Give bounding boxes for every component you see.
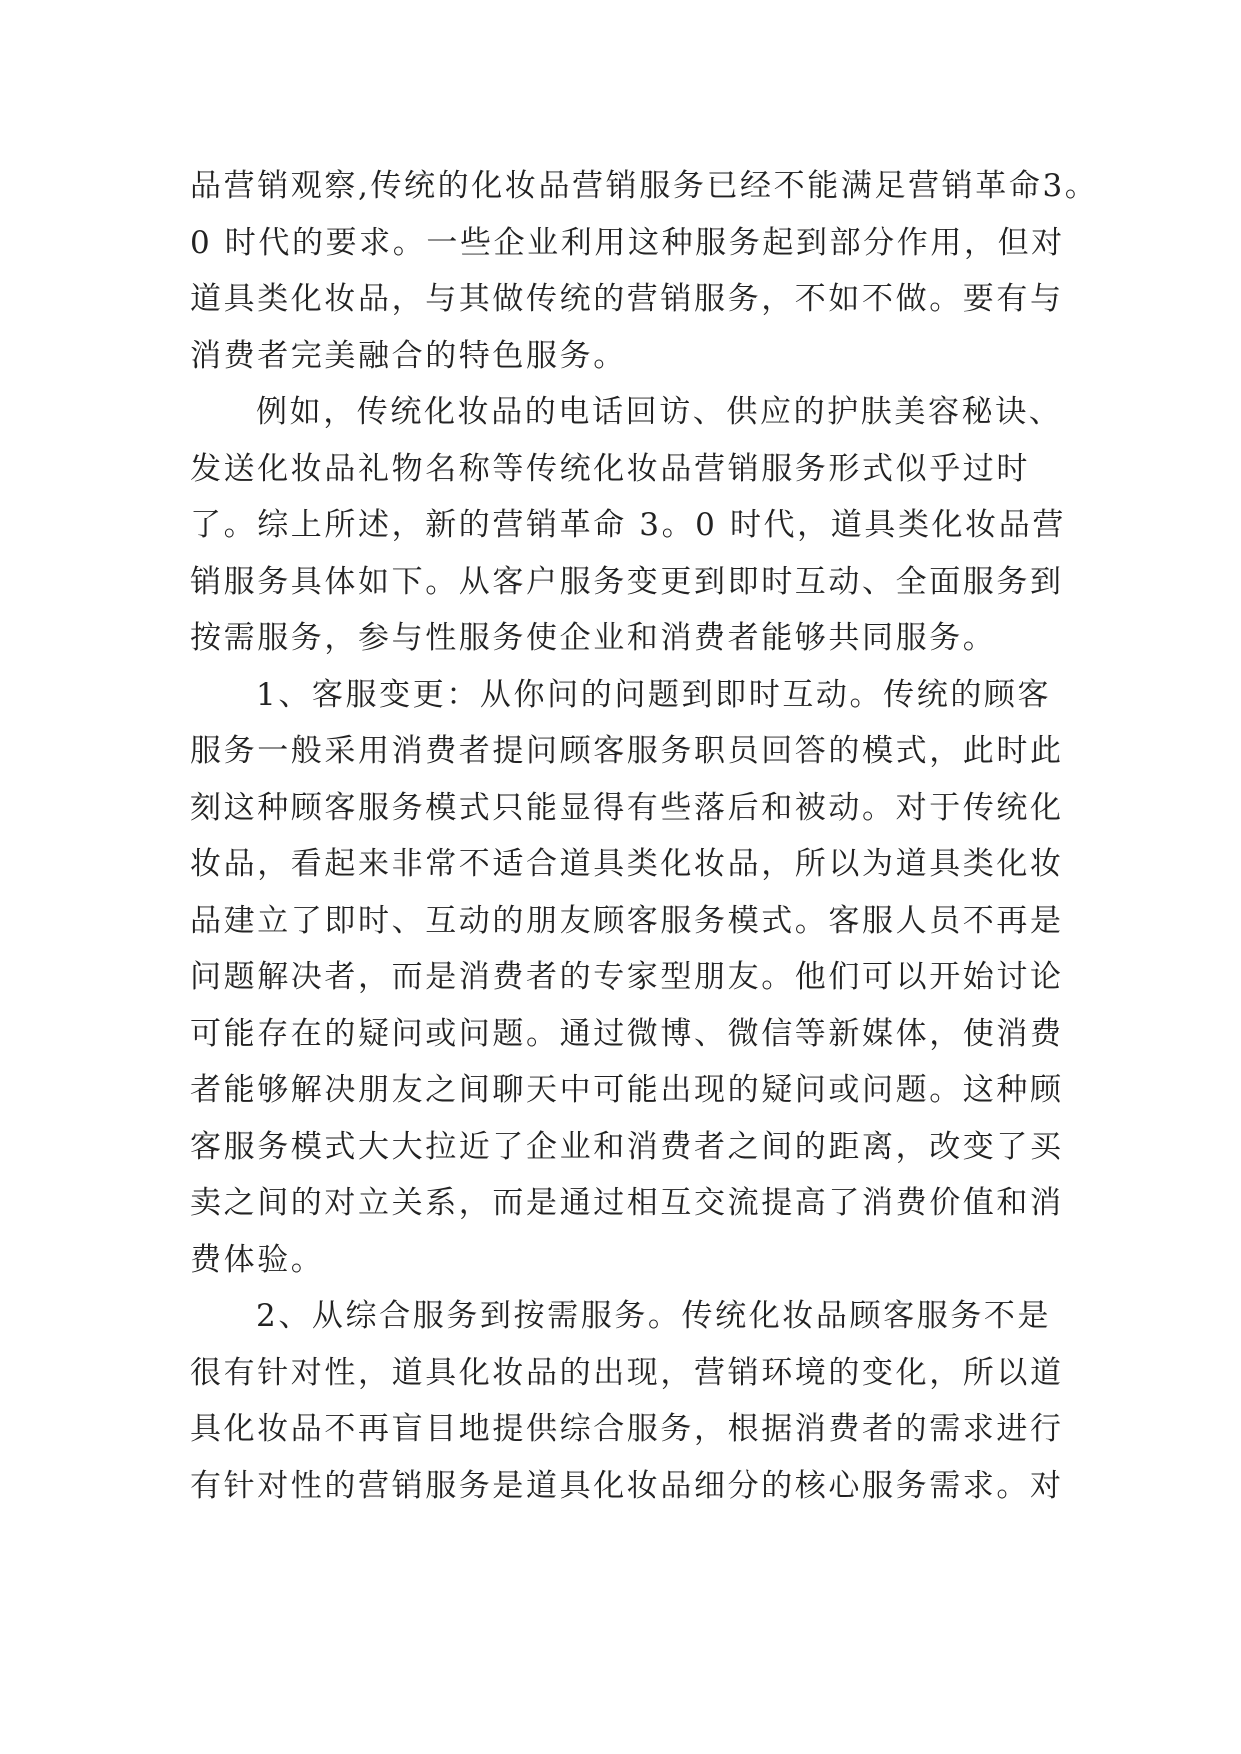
text-line: 品建立了即时、互动的朋友顾客服务模式。客服人员不再是: [190, 902, 1064, 939]
text-line: 品营销观察,传统的化妆品营销服务已经不能满足营销革命3。: [190, 168, 1099, 204]
text-line: 问题解决者，而是消费者的专家型朋友。他们可以开始讨论: [190, 959, 1064, 995]
text-line: 很有针对性，道具化妆品的出现，营销环境的变化，所以道: [190, 1354, 1064, 1391]
text-line: 有针对性的营销服务是道具化妆品细分的核心服务需求。对: [190, 1467, 1064, 1504]
text-line: 销服务具体如下。从客户服务变更到即时互动、全面服务到: [190, 563, 1064, 600]
text-line: 费体验。: [190, 1241, 325, 1278]
text-line: 者能够解决朋友之间聊天中可能出现的疑问或问题。这种顾: [190, 1072, 1064, 1108]
text-line: 消费者完美融合的特色服务。: [190, 337, 627, 374]
text-line: 发送化妆品礼物名称等传统化妆品营销服务形式似乎过时: [190, 450, 1030, 487]
text-line: 客服务模式大大拉近了企业和消费者之间的距离，改变了买: [190, 1128, 1064, 1165]
paragraph-start-line: 2、从综合服务到按需服务。传统化妆品顾客服务不是: [256, 1298, 1052, 1334]
text-line: 道具类化妆品，与其做传统的营销服务，不如不做。要有与: [190, 281, 1064, 317]
text-line: 可能存在的疑问或问题。通过微博、微信等新媒体，使消费: [190, 1015, 1064, 1052]
paragraph-start-line: 例如，传统化妆品的电话回访、供应的护肤美容秘诀、: [256, 394, 1063, 430]
text-line: 0 时代的要求。一些企业利用这种服务起到部分作用，但对: [190, 224, 1065, 261]
body-text: [190, 158, 1099, 1514]
text-line: 具化妆品不再盲目地提供综合服务，根据消费者的需求进行: [190, 1411, 1064, 1447]
text-line: 了。综上所述，新的营销革命 3。0 时代，道具类化妆品营: [190, 507, 1066, 543]
text-line: 卖之间的对立关系，而是通过相互交流提高了消费价值和消: [190, 1185, 1064, 1221]
text-line: 按需服务，参与性服务使企业和消费者能够共同服务。: [190, 620, 997, 656]
text-line: 服务一般采用消费者提问顾客服务职员回答的模式，此时此: [190, 733, 1064, 769]
paragraph-start-line: 1、客服变更：从你问的问题到即时互动。传统的顾客: [256, 676, 1052, 713]
text-line: 妆品，看起来非常不适合道具类化妆品，所以为道具类化妆: [190, 846, 1064, 882]
text-line: 刻这种顾客服务模式只能显得有些落后和被动。对于传统化: [190, 789, 1064, 826]
